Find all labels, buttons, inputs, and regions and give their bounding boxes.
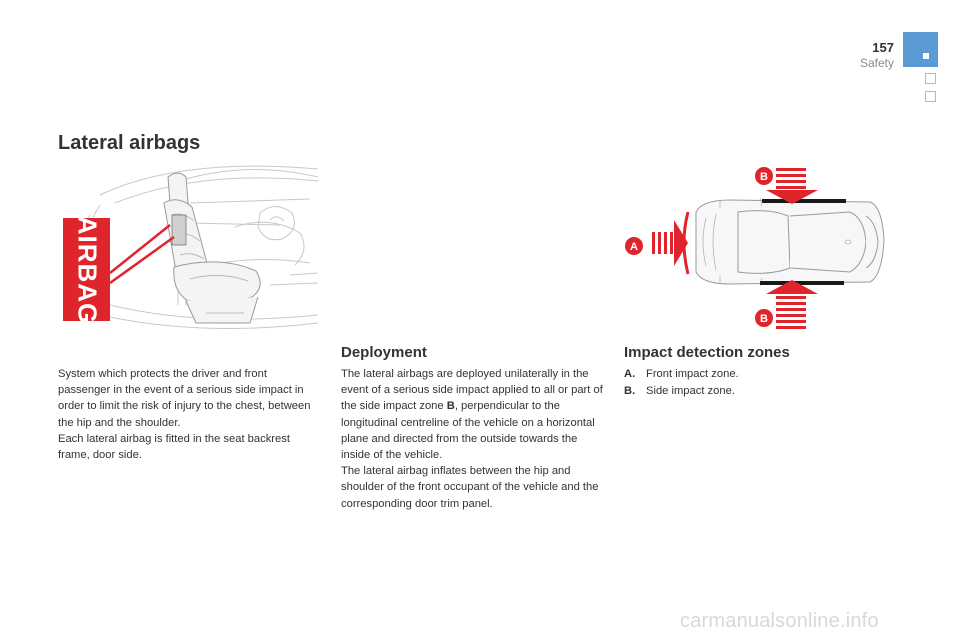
label-b-top: B [760, 171, 768, 183]
intro-text [58, 366, 320, 463]
section-name: Safety [859, 56, 894, 70]
list-item [624, 366, 874, 383]
impact-zones-diagram [620, 160, 890, 340]
label-b-bottom: B [760, 313, 768, 325]
watermark: carmanualsonline.info [680, 610, 879, 632]
intro-paragraph-2: Each lateral airbag is fitted in the seat backrest frame, door side. [58, 432, 290, 462]
section-tab [925, 73, 936, 84]
page-number: 157 [872, 40, 894, 55]
section-tab [925, 91, 936, 102]
airbag-badge [63, 215, 110, 324]
deployment-paragraph-2: The lateral airbag inflates between the hip and shoulder of the front occupant of the vehicle and the corresponding door trim panel. [341, 465, 599, 510]
deployment-paragraph-1 [341, 366, 603, 463]
deployment-text-start: The lateral airbags are deployed unilaterally in the event of a serious side impact applied to all or part of the side impact zone [341, 368, 603, 413]
intro-paragraph-1: System which protects the driver and front passenger in the event of a serious side impact in order to limit the risk of injury to the chest, between the hip and the shoulder. [58, 368, 311, 429]
airbag-badge-text: AIRBAG [72, 215, 102, 324]
impact-zones-heading: Impact detection zones [624, 344, 790, 361]
zone-text: Front impact zone. [646, 368, 739, 380]
section-tab-active [903, 32, 938, 67]
zone-b-reference: B [446, 400, 455, 413]
deployment-text-end: , perpendicular to the longitudinal centreline of the vehicle on a horizontal plane and directed from the outside towards the inside of the vehicle. [341, 400, 595, 462]
zone-key: A. [624, 368, 636, 380]
deployment-heading: Deployment [341, 344, 427, 361]
tab-marker-icon [923, 53, 929, 59]
deployment-text [341, 366, 603, 512]
zone-text: Side impact zone. [646, 384, 735, 397]
impact-zones-list [624, 366, 874, 399]
zone-key: B. [624, 384, 636, 397]
page-title: Lateral airbags [58, 132, 201, 154]
list-item [624, 383, 874, 400]
label-a: A [630, 241, 638, 253]
